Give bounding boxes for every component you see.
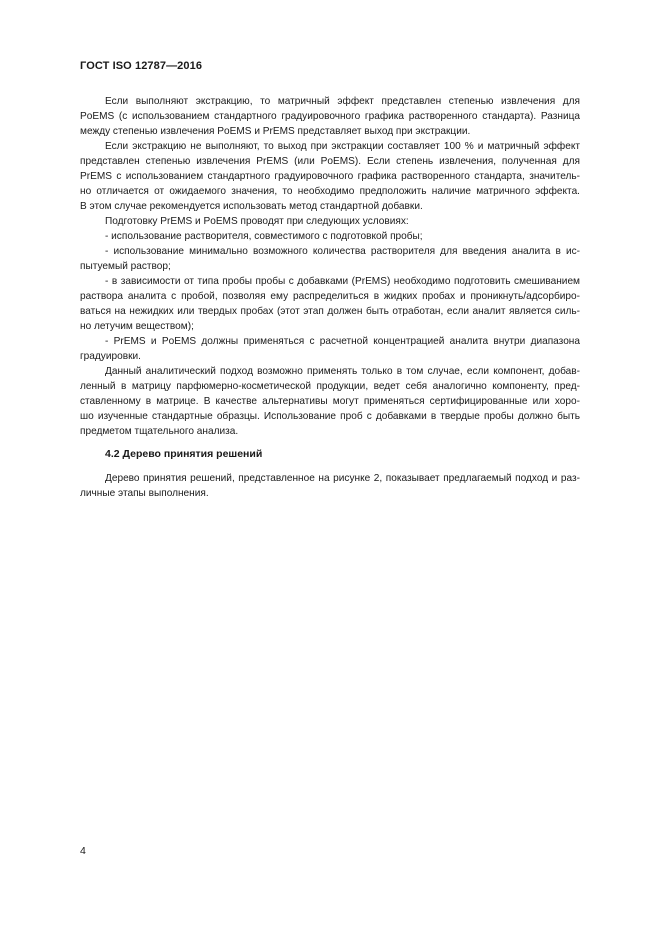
- page-number: 4: [80, 845, 86, 857]
- text-line: Если выполняют экстракцию, то матричный эффект представлен степенью извлечения для: [105, 96, 580, 107]
- text-line: Если экстракцию не выполняют, то выход при экстракции составляет 100 % и матричный эффект: [105, 141, 580, 152]
- text-line: но летучим веществом);: [80, 321, 194, 332]
- list-item: - PrEMS и PoEMS должны применяться с расчетной концентрацией аналита внутри диапазона: [105, 336, 580, 347]
- text-line: но отличается от ожидаемого значения, то необходимо предположить наличие матричного эффекта.: [80, 186, 580, 197]
- text-line: PrEMS с использованием стандартного градуировочного графика растворенного стандарта, значитель-: [80, 171, 580, 182]
- text-line: градуировки.: [80, 351, 141, 362]
- text-line: раствора аналита с пробой, позволяя ему распределиться в жидких пробах и проникнуть/адсорбиро-: [80, 291, 580, 302]
- document-header: ГОСТ ISO 12787—2016: [80, 60, 203, 72]
- text-line: предметом тщательного анализа.: [80, 426, 239, 437]
- text-line: Подготовку PrEMS и PoEMS проводят при следующих условиях:: [105, 216, 409, 227]
- text-line: Данный аналитический подход возможно применять только в том случае, если компонент, добав-: [105, 366, 580, 377]
- list-item: - использование минимально возможного количества растворителя для введения аналита в ис-: [105, 246, 580, 257]
- text-line: ленный в матрицу парфюмерно-косметической продукции, ведет себя аналогично компоненту, пред-: [80, 381, 580, 392]
- text-line: PoEMS (с использованием стандартного градуировочного графика растворенного стандарта). Разница: [80, 111, 580, 122]
- text-line: ставленному в матрице. В качестве альтернативы могут применяться сертифицированные или хоро-: [80, 396, 580, 407]
- text-line: представлен степенью извлечения PrEMS (или PoEMS). Если степень извлечения, полученная для: [80, 156, 580, 167]
- text-line: В этом случае рекомендуется использовать метод стандартной добавки.: [80, 201, 423, 212]
- text-line: между степенью извлечения PoEMS и PrEMS представляет выход при экстракции.: [80, 126, 471, 137]
- list-item: - использование растворителя, совместимого с подготовкой пробы;: [105, 231, 423, 242]
- text-line: личные этапы выполнения.: [80, 488, 209, 499]
- text-line: пытуемый раствор;: [80, 261, 171, 272]
- text-line: Дерево принятия решений, представленное на рисунке 2, показывает предлагаемый подход и раз-: [105, 473, 580, 484]
- text-line: ваться на нежидких или твердых пробах (этот этап должен быть отработан, если аналит является силь-: [80, 306, 580, 317]
- text-line: шо изученные стандартные образцы. Использование проб с добавками в твердые пробы должно быть: [80, 411, 580, 422]
- list-item: - в зависимости от типа пробы пробы с добавками (PrEMS) необходимо подготовить смешиванием: [105, 276, 580, 287]
- document-body: [80, 94, 580, 501]
- section-heading: 4.2 Дерево принятия решений: [105, 448, 263, 460]
